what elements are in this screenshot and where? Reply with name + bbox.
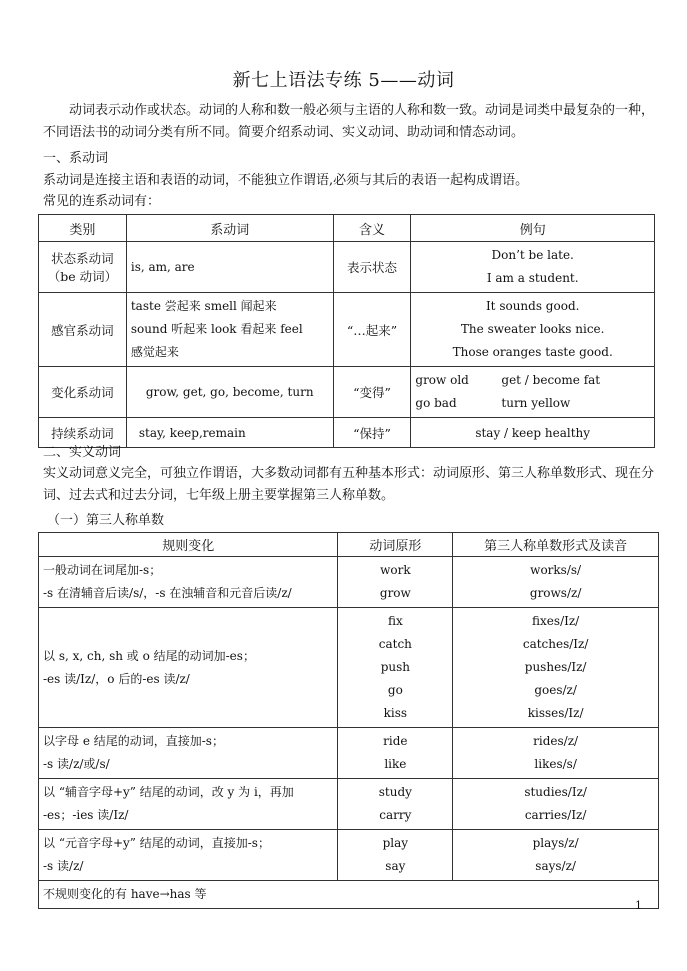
example-text: Don’t be late. xyxy=(491,248,574,262)
base-cell xyxy=(338,830,453,881)
table-row xyxy=(39,779,659,830)
example-text: It sounds good. xyxy=(485,299,580,313)
third-cell xyxy=(453,557,659,608)
third-text: likes/s/ xyxy=(534,757,577,771)
table-row xyxy=(39,608,659,728)
base-text: work xyxy=(380,563,411,577)
example-text: I am a student. xyxy=(486,271,579,285)
example-text: Those oranges taste good. xyxy=(452,345,613,359)
table-row xyxy=(39,557,659,608)
base-cell xyxy=(338,557,453,608)
example-text: The sweater looks nice. xyxy=(460,322,605,336)
section2-definition: 实义动词意义完全，可独立作谓语，大多数动词都有五种基本形式：动词原形、第三人称单数形式、现在分词、过去式和过去分词，七年级上册主要掌握第三人称单数。 xyxy=(43,466,655,503)
rule-text: -es；-ies 读/Iz/ xyxy=(43,808,129,822)
example-text: get / become fat xyxy=(501,373,601,387)
third-text: says/z/ xyxy=(535,859,576,873)
meaning-cell: 表示状态 xyxy=(333,242,411,293)
section1-list-label: 常见的连系动词有： xyxy=(43,194,161,209)
verbs-cell xyxy=(126,293,333,367)
third-text: studies/Iz/ xyxy=(524,785,587,799)
rule-cell xyxy=(39,557,338,608)
section2-heading: 二、实义动词 xyxy=(43,445,122,460)
rule-text: 以字母 e 结尾的动词，直接加-s； xyxy=(43,734,224,748)
header-meaning: 含义 xyxy=(333,215,411,242)
header-examples: 例句 xyxy=(411,215,655,242)
linking-verbs-table xyxy=(38,214,655,448)
meaning-cell: “…起来” xyxy=(333,293,411,367)
third-text: rides/z/ xyxy=(533,734,579,748)
base-text: play xyxy=(382,836,409,850)
base-text: ride xyxy=(383,734,408,748)
rule-text: -s 读/z/或/s/ xyxy=(43,757,110,771)
third-cell xyxy=(453,608,659,728)
table-row xyxy=(39,242,655,293)
category-cell: 持续系动词 xyxy=(39,418,127,448)
verbs-cell: grow, get, go, become, turn xyxy=(126,367,333,418)
table-footer-row xyxy=(39,881,659,909)
rule-cell xyxy=(39,830,338,881)
base-text: catch xyxy=(378,637,412,651)
base-text: grow xyxy=(379,586,411,600)
rule-cell xyxy=(39,779,338,830)
base-cell xyxy=(338,779,453,830)
meaning-cell: “变得” xyxy=(333,367,411,418)
table-header-row xyxy=(39,533,659,557)
third-text: grows/z/ xyxy=(529,586,582,600)
rule-text: -s 读/z/ xyxy=(43,859,84,873)
examples-cell xyxy=(411,242,655,293)
examples-cell xyxy=(411,293,655,367)
verbs-text: 感觉起来 xyxy=(130,345,179,359)
table-header-row xyxy=(39,215,655,242)
table-row xyxy=(39,830,659,881)
rule-text: 以 s, x, ch, sh 或 o 结尾的动词加-es； xyxy=(43,648,255,663)
rule-text: 一般动词在词尾加-s； xyxy=(43,563,162,577)
base-text: fix xyxy=(387,614,403,628)
example-text: turn yellow xyxy=(501,396,571,410)
base-text: like xyxy=(384,757,407,771)
base-cell xyxy=(338,608,453,728)
base-cell xyxy=(338,728,453,779)
third-text: carries/Iz/ xyxy=(524,808,587,822)
section1-heading: 一、系动词 xyxy=(43,151,109,166)
third-cell xyxy=(453,830,659,881)
table-row xyxy=(39,367,655,418)
header-base: 动词原形 xyxy=(338,533,453,557)
category-cell: 感官系动词 xyxy=(39,293,127,367)
base-text: say xyxy=(385,859,406,873)
third-text: works/s/ xyxy=(530,563,582,577)
example-text: grow old xyxy=(415,373,469,387)
base-text: push xyxy=(380,660,410,674)
section2-subheading: （一）第三人称单数 xyxy=(47,513,165,528)
verbs-text: taste 尝起来 smell 闻起来 xyxy=(130,299,277,313)
irregular-note: 不规则变化的有 have→has 等 xyxy=(39,881,659,909)
third-text: kisses/Iz/ xyxy=(527,706,584,720)
verbs-cell: stay, keep,remain xyxy=(126,418,333,448)
verbs-cell: is, am, are xyxy=(126,242,333,293)
category-subtext: （be 动词） xyxy=(47,269,118,284)
base-text: go xyxy=(387,683,403,697)
rule-text: -es 读/Iz/，o 后的-es 读/z/ xyxy=(43,671,190,686)
category-cell: 变化系动词 xyxy=(39,367,127,418)
third-text: pushes/Iz/ xyxy=(524,660,587,674)
page-title: 新七上语法专练 5——动词 xyxy=(232,70,455,91)
intro-paragraph: 动词表示动作或状态。动词的人称和数一般必须与主语的人称和数一致。动词是词类中最复杂的一种，不同语法书的动词分类有所不同。简要介绍系动词、实义动词、助动词和情态动词。 xyxy=(43,103,655,140)
category-text: 状态系动词 xyxy=(51,251,114,266)
rule-cell xyxy=(39,728,338,779)
examples-cell xyxy=(411,367,655,418)
base-text: kiss xyxy=(383,706,408,720)
rule-text: 以 “元音字母+y” 结尾的动词，直接加-s； xyxy=(43,836,270,850)
verbs-text: sound 听起来 look 看起来 feel xyxy=(130,322,303,336)
category-cell xyxy=(39,242,127,293)
example-pair xyxy=(415,392,650,415)
third-text: catches/Iz/ xyxy=(522,637,589,651)
examples-cell: stay / keep healthy xyxy=(411,418,655,448)
header-third: 第三人称单数形式及读音 xyxy=(453,533,659,557)
example-pair xyxy=(415,369,650,392)
third-text: fixes/Iz/ xyxy=(532,614,580,628)
table-row xyxy=(39,728,659,779)
third-cell xyxy=(453,779,659,830)
third-text: plays/z/ xyxy=(532,836,579,850)
header-verbs: 系动词 xyxy=(126,215,333,242)
meaning-cell: “保持” xyxy=(333,418,411,448)
example-text: go bad xyxy=(415,396,457,410)
rule-text: 以 “辅音字母+y” 结尾的动词，改 y 为 i，再加 xyxy=(43,785,294,799)
header-category: 类别 xyxy=(39,215,127,242)
base-text: carry xyxy=(379,808,412,822)
rule-text: -s 在清辅音后读/s/，-s 在浊辅音和元音后读/z/ xyxy=(43,586,292,600)
third-text: goes/z/ xyxy=(534,683,577,697)
page-number: 1 xyxy=(635,899,642,912)
table-row xyxy=(39,293,655,367)
third-cell xyxy=(453,728,659,779)
rule-cell xyxy=(39,608,338,728)
table-row xyxy=(39,418,655,448)
header-rule: 规则变化 xyxy=(39,533,338,557)
base-text: study xyxy=(378,785,412,799)
third-person-table xyxy=(38,532,659,909)
section1-definition: 系动词是连接主语和表语的动词，不能独立作谓语,必须与其后的表语一起构成谓语。 xyxy=(43,173,529,188)
